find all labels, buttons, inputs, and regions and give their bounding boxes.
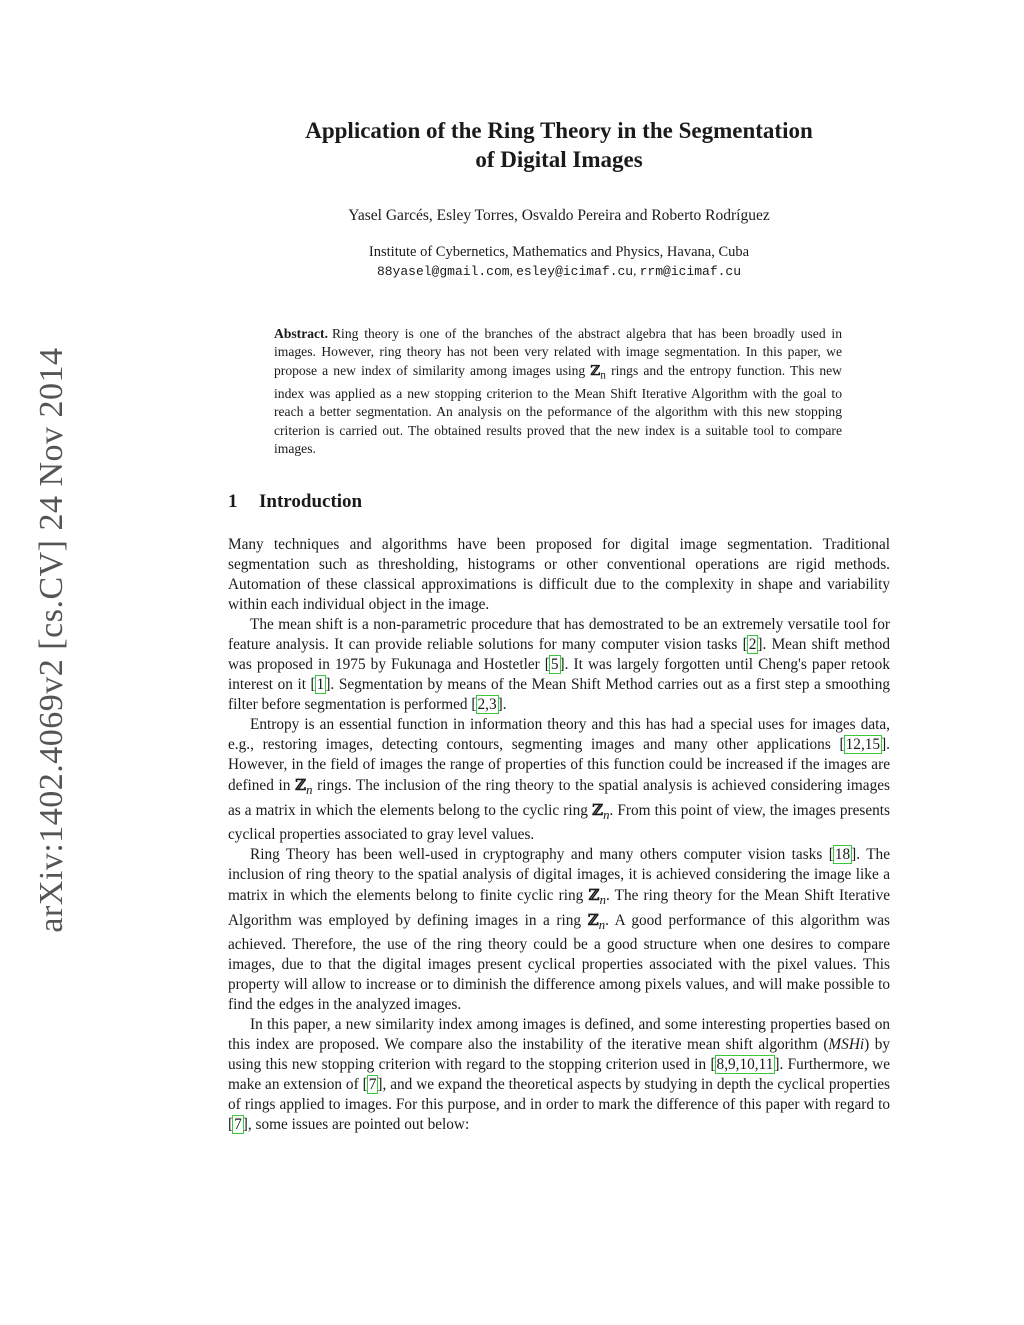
citation-link[interactable]: 8,9,10,11 — [716, 1055, 774, 1073]
email-list: 88yasel@gmail.com, esley@icimaf.cu, rrm@icimaf.cu — [376, 263, 742, 279]
section-number: 1 — [228, 490, 238, 512]
paper-title — [228, 112, 890, 174]
text-run: Ring Theory has been well-used in cryptography and many others computer vision tasks — [250, 845, 829, 863]
zn-symbol: ℤ — [587, 910, 599, 929]
citation-link[interactable]: 1 — [316, 675, 325, 693]
abstract-text: rings and the entropy function. This new index was applied as a new stopping criterion to the Mean Shift Iterative Algorithm with the goal to reach a better segmentation. An analysis on the peformance of the algorithm with this new stopping criterion is carried out. The obtained results proved that the new index is a suitable tool to compare images. — [274, 362, 842, 457]
text-run: ) by using this new stopping criterion with regard to the stopping criterion used in — [228, 1035, 891, 1073]
citation-link[interactable]: 7 — [368, 1075, 377, 1093]
abstract — [274, 325, 842, 459]
text-run: Entropy is an essential function in information theory and this has had a special uses for images data, e.g., restoring images, detecting contours, segmenting images and many other applications — [228, 715, 890, 753]
email-link[interactable]: esley@icimaf.cu — [516, 264, 634, 279]
text-run: The mean shift is a non-parametric procedure that has demostrated to be an extremely versatile tool for feature analysis. It can provide reliable solutions for many computer vision tasks — [228, 615, 890, 653]
section-heading — [228, 491, 890, 513]
citation-link[interactable]: 7 — [234, 1115, 242, 1133]
text-run: . The ring theory for the Mean Shift Iterative Algorithm was employed by defining images in a ring — [228, 886, 891, 929]
text-run: , and we expand the theoretical aspects by studying in depth the cyclical properties of rings applied to images. For this purpose, and in order to mark the difference of this paper with regard to — [228, 1075, 890, 1113]
text-run: . A good performance of this algorithm was achieved. Therefore, the use of the ring theory could be a good structure when one desires to compare images, due to that the digital images present cyclical properties associated with the pixel values. This property will allow to increase or to diminish the difference among pixels values, and will make possible to find the edges in the analyzed images. — [228, 911, 890, 1013]
text-run: . However, in the field of images the range of properties of this function could be increased if the images are defined in — [228, 735, 890, 794]
citation-link[interactable]: 2 — [748, 635, 757, 653]
abstract-text: Ring theory is one of the branches of the abstract algebra that has been broadly used in images. However, ring theory has not been very related with image segmentation. In this paper, we propose a new index of similarity among images using — [274, 326, 842, 378]
text-run: , some issues are pointed out below: — [247, 1115, 470, 1133]
email-link[interactable]: 88yasel@gmail.com — [376, 264, 510, 279]
citation-link[interactable]: 5 — [550, 655, 559, 673]
text-run: . Mean shift method was proposed in 1975 by Fukunaga and Hostetler — [228, 635, 890, 673]
abstract-label: Abstract. — [274, 326, 328, 341]
zn-subscript: n — [306, 782, 313, 797]
text-run: . It was largely forgotten until Cheng's paper retook interest on it — [228, 655, 890, 693]
paragraph: In this paper, a new similarity index among images is defined, and some interesting properties based on this index are proposed. We compare also the instability of the iterative mean shift algorithm (MSHi) by using this new stopping criterion with regard to the stopping criterion used in [8,9,10,11]. Furthermore, we make an extension of [7], and we expand the theoretical aspects by studying in depth the cyclical properties of rings applied to images. For this purpose, and in order to mark the difference of this paper with regard to [7], some issues are pointed out below: — [228, 1015, 891, 1133]
zn-symbol: ℤ — [295, 775, 307, 794]
text-run: . The inclusion of ring theory to the spatial analysis of digital images, it is achieved considering the image like a matrix in which the elements belong to finite cyclic ring — [228, 845, 890, 904]
text-run: rings. The inclusion of the ring theory to the spatial analysis is achieved considering images as a matrix in which the elements belong to the cyclic ring — [228, 776, 890, 819]
text-run: . — [502, 695, 507, 713]
paragraph: Many techniques and algorithms have been proposed for digital image segmentation. Traditional segmentation such as thresholding, histograms or other conventional operations are rigid methods. Automation of these classical approximations is difficult due to the complexity in shape and variability within each individual object in the image. — [228, 535, 890, 613]
zn-symbol: ℤ — [588, 885, 600, 904]
author-list: Yasel Garcés, Esley Torres, Osvaldo Pereira and Roberto Rodríguez — [348, 207, 770, 224]
zn-subscript: n — [599, 892, 606, 907]
affiliation: Institute of Cybernetics, Mathematics and Physics, Havana, Cuba — [368, 244, 750, 260]
paragraph: The mean shift is a non-parametric procedure that has demostrated to be an extremely versatile tool for feature analysis. It can provide reliable solutions for many computer vision tasks [2]. Mean shift method was proposed in 1975 by Fukunaga and Hostetler [5]. It was largely forgotten until Cheng's paper retook interest on it [1]. Segmentation by means of the Mean Shift Method carries out as a first step a smoothing filter before segmentation is performed [2,3]. — [228, 615, 890, 713]
citation-link[interactable]: 18 — [834, 845, 851, 863]
citation-link[interactable]: 2,3 — [477, 695, 497, 713]
text-run: . Furthermore, we make an extension of — [228, 1055, 890, 1093]
zn-symbol: ℤ — [591, 800, 604, 819]
algorithm-abbreviation: MSHi — [828, 1035, 865, 1053]
arxiv-identifier-stamp: arXiv:1402.4069v2 [cs.CV] 24 Nov 2014 — [33, 347, 70, 933]
text-run: . Segmentation by means of the Mean Shift Method carries out as a first step a smoothing filter before segmentation is performed — [228, 675, 890, 713]
paragraph: Entropy is an essential function in information theory and this has had a special uses for images data, e.g., restoring images, detecting contours, segmenting images and many other applications [12,15]. However, in the field of images the range of properties of this function could be increased if the images are defined in ℤ$_n$ rings. The inclusion of the ring theory to the spatial analysis is achieved considering images as a matrix in which the elements belong to the cyclic ring ℤ$_n$. From this point of view, the images presents cyclical properties associated to gray level values. — [228, 715, 890, 843]
zn-subscript: n — [600, 369, 606, 382]
paper-page — [228, 112, 890, 1135]
paragraph: Ring Theory has been well-used in cryptography and many others computer vision tasks [18]. The inclusion of ring theory to the spatial analysis of digital images, it is achieved considering the image like a matrix in which the elements belong to finite cyclic ring ℤ$_n$. The ring theory for the Mean Shift Iterative Algorithm was employed by defining images in a ring ℤ$_n$. A good performance of this algorithm was achieved. Therefore, the use of the ring theory could be a good structure when one desires to compare images, due to that the digital images present cyclical properties associated with the pixel values. This property will allow to increase or to diminish the difference among pixels values, and will make possible to find the edges in the analyzed images. — [228, 845, 891, 1013]
title-line-1: Application of the Ring Theory in the Segmentation — [305, 118, 813, 143]
zn-symbol: ℤ — [590, 362, 601, 379]
section-title: Introduction — [259, 490, 363, 512]
text-run: In this paper, a new similarity index among images is defined, and some interesting properties based on this index are proposed. We compare also the instability of the iterative mean shift algorithm ( — [228, 1015, 890, 1053]
text-run: . From this point of view, the images presents cyclical properties associated to gray level values. — [228, 801, 890, 843]
zn-subscript: n — [598, 917, 606, 932]
citation-link[interactable]: 12,15 — [845, 735, 881, 753]
section-body — [228, 535, 890, 1135]
zn-subscript: n — [603, 807, 610, 822]
title-line-2: of Digital Images — [475, 147, 643, 172]
email-link[interactable]: rrm@icimaf.cu — [639, 264, 742, 279]
